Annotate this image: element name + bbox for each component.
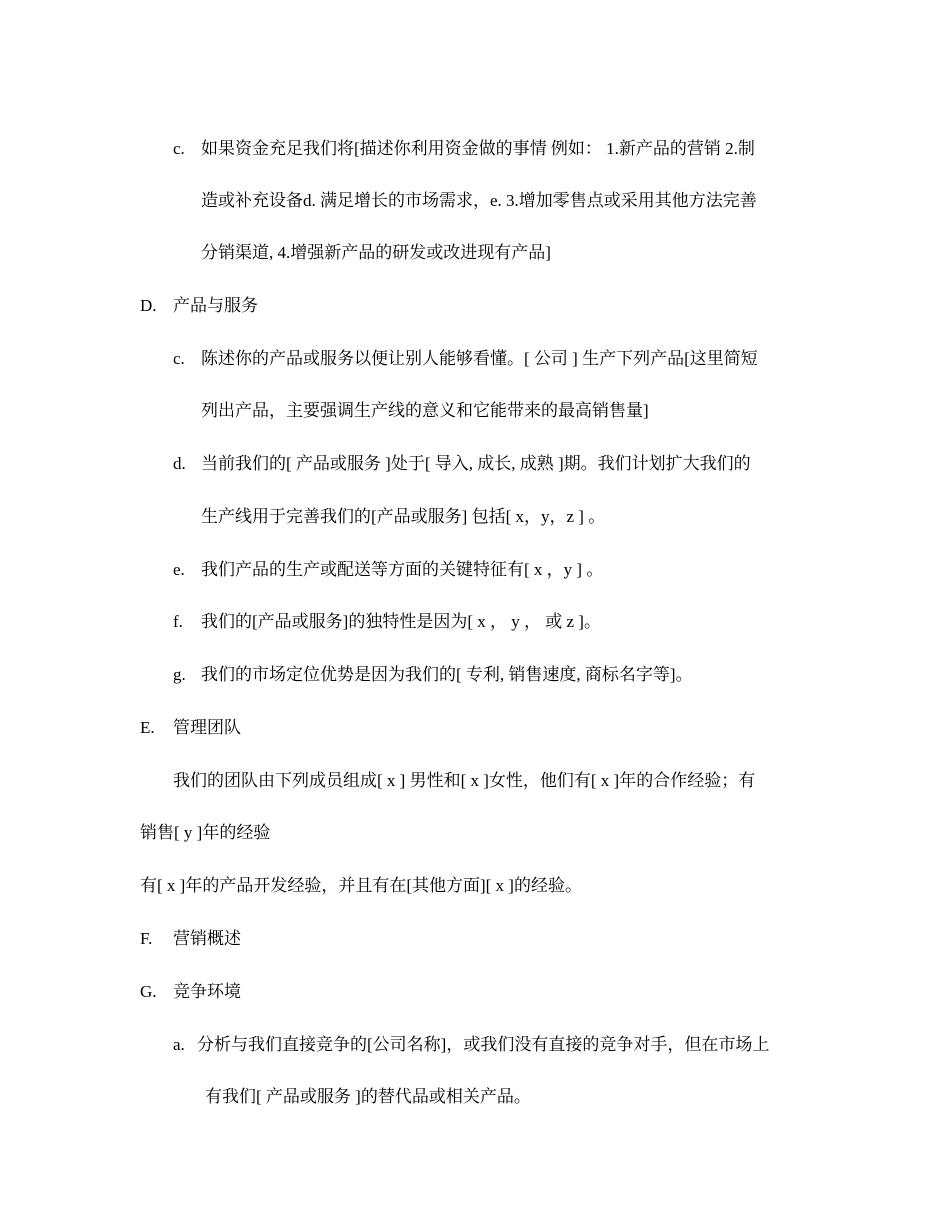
- paragraph-line: 分销渠道, 4.增强新产品的研发或改进现有产品]: [201, 243, 551, 262]
- paragraph-line: 我们产品的生产或配送等方面的关键特征有[ x ，y ] 。: [201, 560, 604, 579]
- section-heading: 营销概述: [173, 929, 241, 948]
- list-marker: f.: [173, 612, 183, 631]
- paragraph-line: 列出产品，主要强调生产线的意义和它能带来的最高销售量]: [201, 401, 649, 420]
- section-heading: 产品与服务: [173, 296, 258, 315]
- paragraph-line: 生产线用于完善我们的[产品或服务] 包括[ x，y，z ] 。: [201, 507, 606, 526]
- section-marker: E.: [140, 718, 155, 737]
- section-marker: G.: [140, 982, 157, 1001]
- paragraph-line: 销售[ y ]年的经验: [140, 823, 271, 842]
- paragraph-line: 我们的[产品或服务]的独特性是因为[ x ， y ， 或 z ]。: [201, 612, 601, 631]
- section-heading: 管理团队: [173, 718, 241, 737]
- paragraph-line: 我们的市场定位优势是因为我们的[ 专利, 销售速度, 商标名字等]。: [201, 665, 693, 684]
- section-marker: D.: [140, 296, 157, 315]
- list-marker: a.: [173, 1035, 185, 1054]
- paragraph-line: 我们的团队由下列成员组成[ x ] 男性和[ x ]女性，他们有[ x ]年的合作经验；有: [173, 771, 756, 790]
- list-marker: c.: [173, 349, 185, 368]
- paragraph-line: 当前我们的[ 产品或服务 ]处于[ 导入, 成长, 成熟 ]期。我们计划扩大我们的: [201, 454, 751, 473]
- section-heading: 竞争环境: [173, 982, 241, 1001]
- section-marker: F.: [140, 929, 153, 948]
- paragraph-line: 如果资金充足我们将[描述你利用资金做的事情 例如： 1.新产品的营销 2.制: [201, 139, 755, 158]
- paragraph-line: 造或补充设备d. 满足增长的市场需求，e. 3.增加零售点或采用其他方法完善: [201, 191, 757, 210]
- list-marker: c.: [173, 139, 185, 158]
- list-marker: g.: [173, 665, 186, 684]
- paragraph-line: 有[ x ]年的产品开发经验，并且有在[其他方面][ x ]的经验。: [140, 876, 582, 895]
- list-marker: e.: [173, 560, 185, 579]
- list-marker: d.: [173, 454, 186, 473]
- paragraph-line: 陈述你的产品或服务以便让别人能够看懂。[ 公司 ] 生产下列产品[这里简短: [201, 349, 758, 368]
- paragraph-line: 有我们[ 产品或服务 ]的替代品或相关产品。: [205, 1087, 531, 1106]
- paragraph-line: 分析与我们直接竞争的[公司名称]，或我们没有直接的竞争对手，但在市场上: [197, 1035, 770, 1054]
